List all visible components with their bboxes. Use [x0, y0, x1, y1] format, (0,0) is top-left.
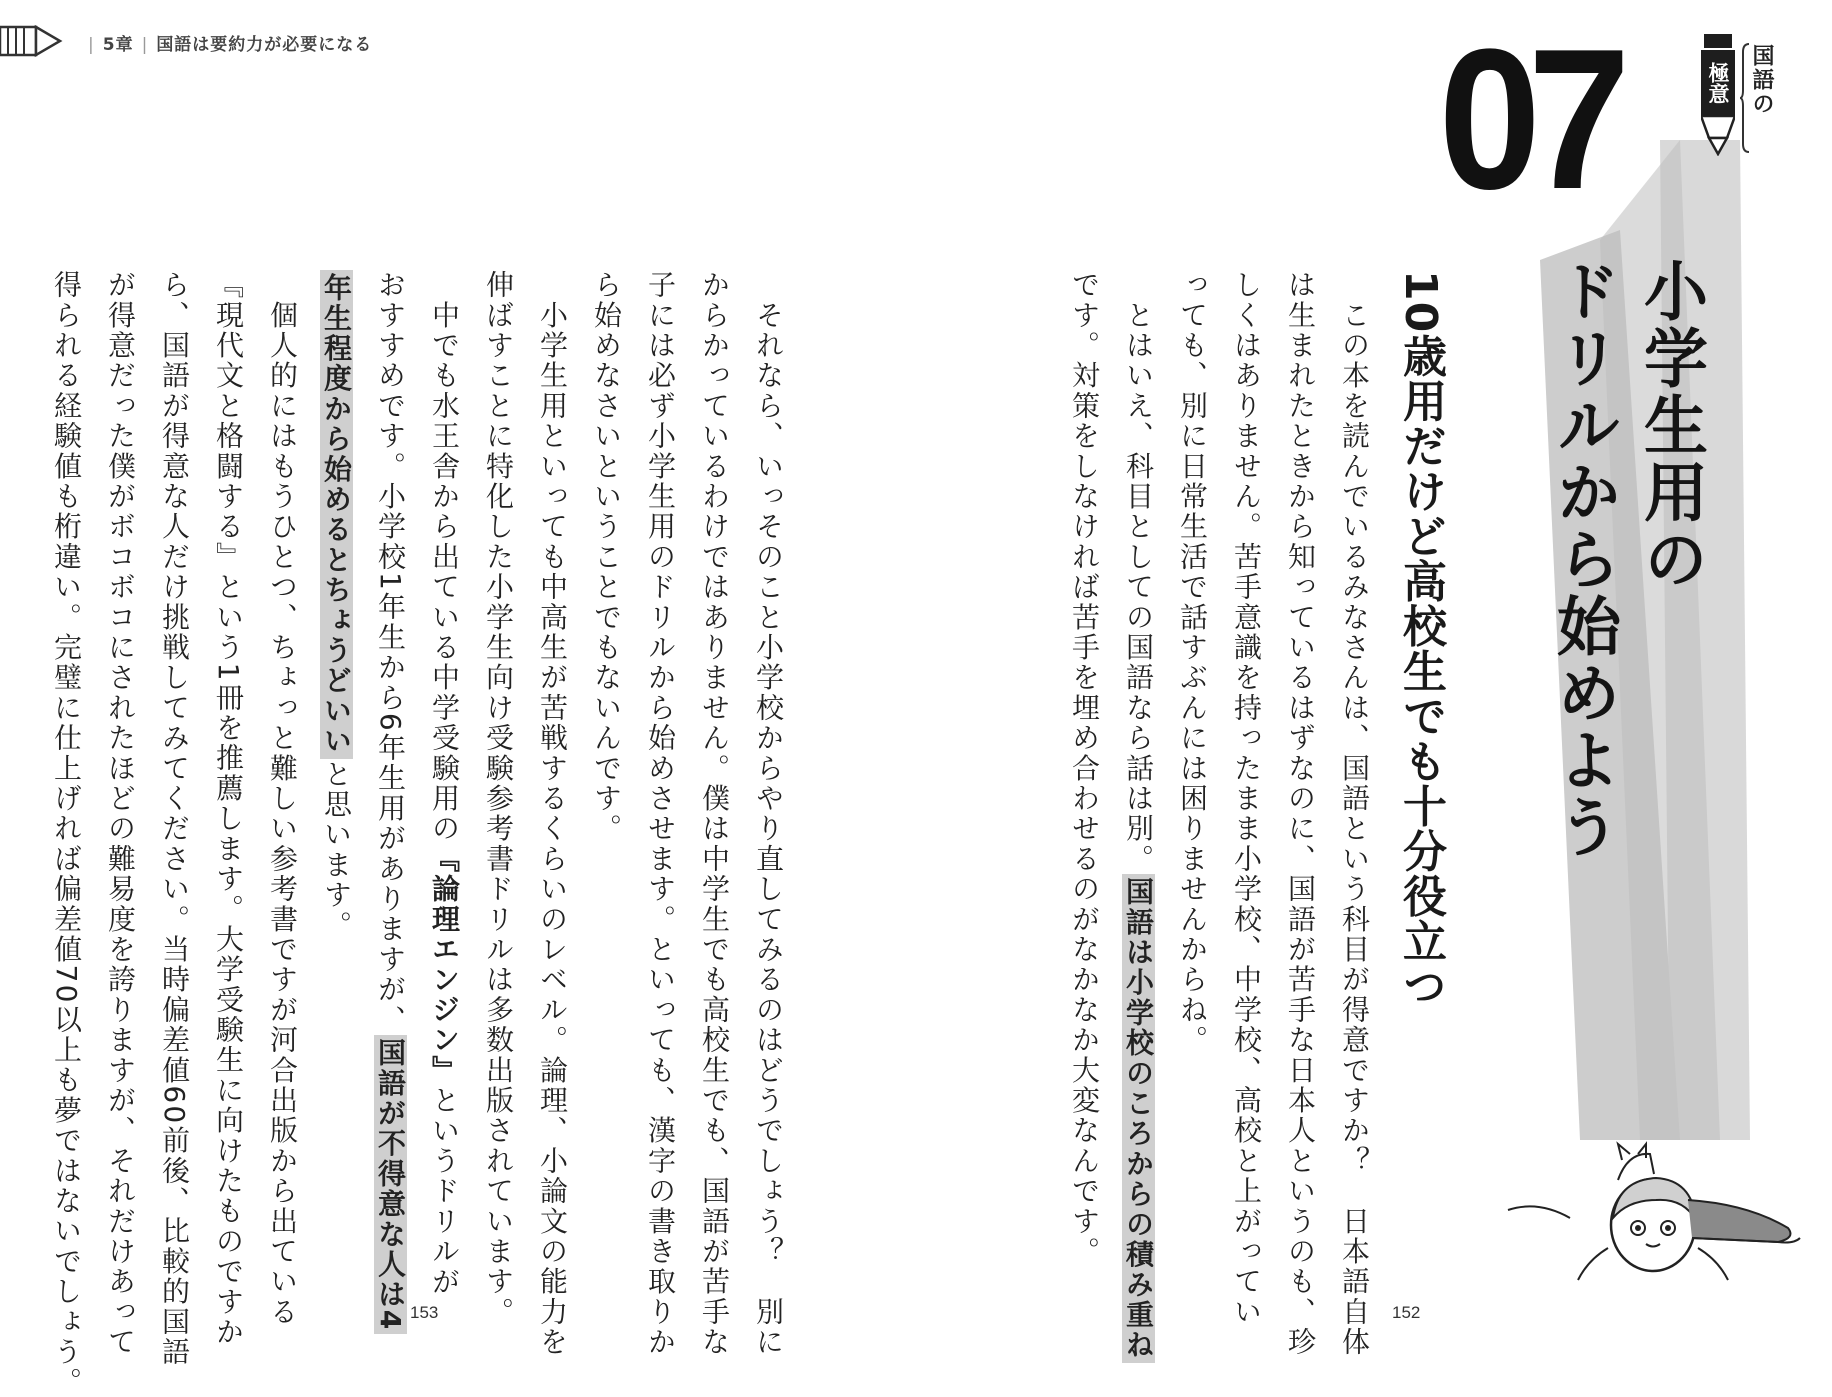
badge-label: 極意: [1701, 50, 1735, 116]
left-body-col-10: 個人的にはもうひとつ、ちょっと難しい参考書ですが河合出版から出ている: [266, 270, 299, 1327]
running-head: | 5章 | 国語は要約力が必要になる: [88, 35, 373, 55]
left-body-col-1: それなら、いっそのこと小学校からやり直してみるのはどうでしょう？ 別に: [752, 270, 785, 1358]
left-body-col-13: が得意だった僕がボコボコにされたほどの難易度を誇りますが、それだけあって: [104, 270, 137, 1358]
left-body-col-2: からかっているわけではありません。僕は中学生でも高校生でも、国語が苦手な: [698, 270, 731, 1358]
right-body-col-5: [1110, 270, 1166, 1363]
section-label: 国語の: [1749, 44, 1774, 116]
chapter-label: 5章: [102, 35, 134, 55]
book-title-logic-engine: 『論理エンジン』: [428, 843, 461, 1086]
chapter-title: 国語は要約力が必要になる: [156, 35, 373, 55]
chapter-number: 07: [1438, 8, 1617, 231]
right-body-col-3: しくはありません。苦手意識を持ったまま小学校、中学校、高校と上がってい: [1230, 270, 1263, 1327]
left-body-col-9: [308, 270, 364, 940]
subtitle: 10歳用だけど高校生でも十分役立つ: [1395, 270, 1446, 1009]
right-body-col-1: この本を読んでいるみなさんは、国語という科目が得意ですか？ 日本語自体: [1338, 270, 1371, 1358]
left-body-col-11: 『現代文と格闘する』という1冊を推薦します。大学受験生に向けたものですか: [212, 270, 245, 1348]
left-body-col-5: 小学生用といっても中高生が苦戦するくらいのレベル。論理、小論文の能力を: [536, 270, 569, 1358]
left-body-col-9-after: と思います。: [320, 759, 353, 941]
right-body-col-6: です。対策をしなければ苦手を埋め合わせるのがなかなか大変なんです。: [1068, 270, 1101, 1267]
left-body-col-7-text: 中でも水王舎から出ている中学受験用の: [428, 270, 461, 844]
left-body-col-14: 得られる経験値も桁違い。完璧に仕上げれば偏差値70以上も夢ではないでしょう。: [50, 270, 83, 1397]
left-body-col-7: [416, 270, 472, 1297]
left-body-col-4: ら始めなさいということでもないんです。: [590, 270, 623, 844]
title-line-1: 小学生用の: [1633, 258, 1707, 593]
highlight-text: 国語は小学校のころからの積み重ね: [1122, 874, 1155, 1363]
left-body-col-3: 子には必ず小学生用のドリルから始めさせます。といっても、漢字の書き取りか: [644, 270, 677, 1358]
page-number-right: 152: [1392, 1303, 1421, 1322]
left-body-col-8-text: おすすめです。小学校1年生から6年生用がありますが、: [374, 270, 407, 1035]
left-body-col-7-after: というドリルが: [428, 1085, 461, 1297]
pencil-tip-icon: [0, 24, 64, 58]
right-body-col-5-text: とはいえ、科目としての国語なら話は別。: [1122, 270, 1155, 874]
right-body-col-4: っても、別に日常生活で話すぶんには困りませんからね。: [1176, 270, 1209, 1056]
title-line-2: ドリルから始めよう: [1546, 258, 1620, 861]
left-body-col-6: 伸ばすことに特化した小学生向け受験参考書ドリルは多数出版されています。: [482, 270, 515, 1327]
left-body-col-8: [362, 270, 418, 1334]
badge-tab: [1704, 34, 1732, 48]
highlight-text: 国語が不得意な人は4: [374, 1035, 407, 1334]
page-number-left: 153: [410, 1303, 439, 1322]
left-body-col-12: ら、国語が得意な人だけ挑戦してみてください。当時偏差値60前後、比較的国語: [158, 270, 191, 1368]
highlight-text: 年生程度から始めるとちょうどいい: [320, 270, 353, 759]
pencil-point-icon: [1701, 116, 1735, 156]
illustration-girl-and-cat: [1478, 1140, 1808, 1290]
right-body-col-2: は生まれたときから知っているはずなのに、国語が苦手な日本人というのも、珍: [1284, 270, 1317, 1358]
